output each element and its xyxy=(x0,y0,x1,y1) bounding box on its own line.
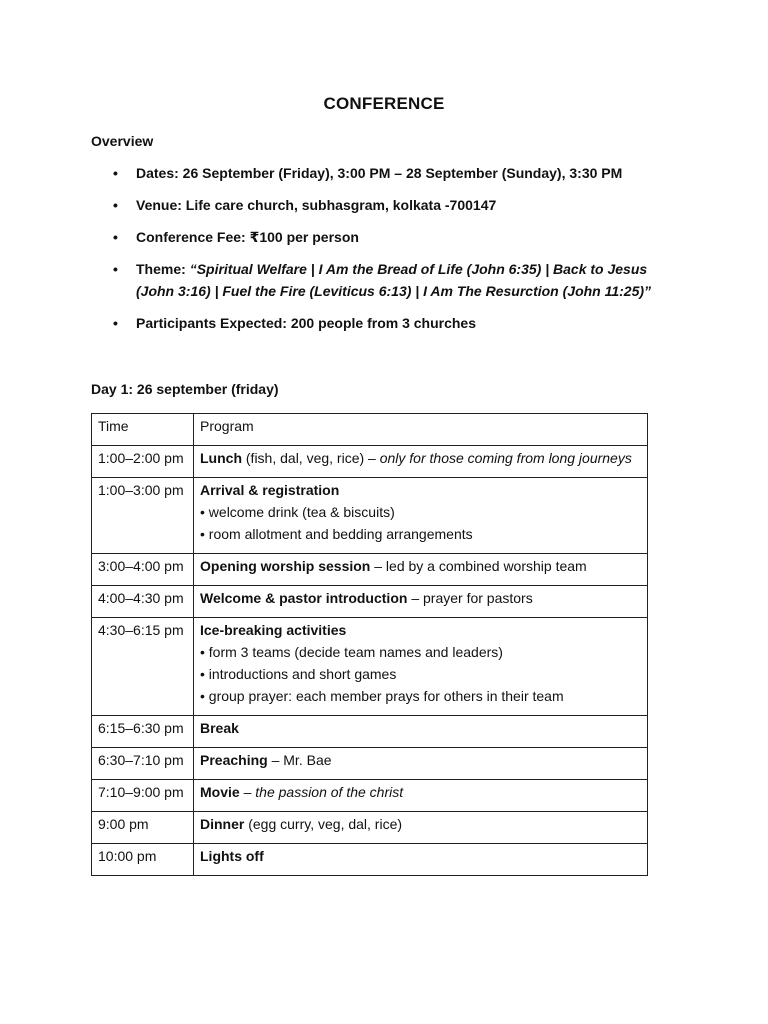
time-cell: 4:30–6:15 pm xyxy=(92,618,194,716)
program-note: (egg curry, veg, dal, rice) xyxy=(244,816,403,832)
time-cell: 7:10–9:00 pm xyxy=(92,780,194,812)
program-sub-item: • introductions and short games xyxy=(200,666,397,682)
program-cell xyxy=(194,478,648,554)
bullet-icon: • xyxy=(113,165,118,181)
program-sub-item: • group prayer: each member prays for others in their team xyxy=(200,688,564,704)
time-cell: 1:00–3:00 pm xyxy=(92,478,194,554)
table-row xyxy=(92,478,648,554)
program-note: – led by a combined worship team xyxy=(370,558,587,574)
program-title: Preaching xyxy=(200,752,268,768)
overview-heading: Overview xyxy=(91,133,154,149)
program-cell xyxy=(194,748,648,780)
program-cell xyxy=(194,586,648,618)
program-cell xyxy=(194,780,648,812)
program-cell xyxy=(194,554,648,586)
program-note: (fish, dal, veg, rice) – xyxy=(242,450,380,466)
table-row xyxy=(92,812,648,844)
list-item-participants xyxy=(112,312,672,334)
program-title: Lunch xyxy=(200,450,242,466)
time-cell: 3:00–4:00 pm xyxy=(92,554,194,586)
program-title: Ice-breaking activities xyxy=(200,622,347,638)
list-item-theme xyxy=(112,258,672,302)
schedule-table xyxy=(91,413,648,876)
table-row xyxy=(92,618,648,716)
list-item-venue xyxy=(112,194,672,216)
program-title: Arrival & registration xyxy=(200,482,340,498)
program-title: Lights off xyxy=(200,848,264,864)
theme-value: “Spiritual Welfare | I Am the Bread of Life (John 6:35) | Back to Jesus (John 3:16) | Fuel the Fire (Leviticus 6:13) | I Am The Resurction (John 11:25)” xyxy=(136,261,652,299)
program-title: Dinner xyxy=(200,816,245,832)
table-row xyxy=(92,586,648,618)
bullet-icon: • xyxy=(113,197,118,213)
program-cell xyxy=(194,618,648,716)
dates-text: Dates: 26 September (Friday), 3:00 PM – 28 September (Sunday), 3:30 PM xyxy=(136,165,623,181)
table-row xyxy=(92,554,648,586)
table-row xyxy=(92,844,648,876)
time-cell: 6:30–7:10 pm xyxy=(92,748,194,780)
time-cell: 4:00–4:30 pm xyxy=(92,586,194,618)
bullet-icon: • xyxy=(113,261,118,277)
program-sub-item: • welcome drink (tea & biscuits) xyxy=(200,504,395,520)
fee-text: Conference Fee: ₹100 per person xyxy=(136,229,359,245)
table-row xyxy=(92,716,648,748)
program-note: – Mr. Bae xyxy=(267,752,332,768)
overview-list xyxy=(112,162,672,344)
program-title: Movie xyxy=(200,784,240,800)
participants-text: Participants Expected: 200 people from 3 churches xyxy=(136,315,477,331)
time-cell: 10:00 pm xyxy=(92,844,194,876)
program-cell xyxy=(194,812,648,844)
bullet-icon: • xyxy=(113,229,118,245)
time-cell: 1:00–2:00 pm xyxy=(92,446,194,478)
program-cell xyxy=(194,446,648,478)
day-heading: Day 1: 26 september (friday) xyxy=(91,381,279,397)
table-row xyxy=(92,748,648,780)
table-row xyxy=(92,780,648,812)
bullet-icon: • xyxy=(113,315,118,331)
header-program: Program xyxy=(194,414,648,446)
table-header-row xyxy=(92,414,648,446)
time-cell: 6:15–6:30 pm xyxy=(92,716,194,748)
schedule-body xyxy=(92,414,648,876)
program-title: Welcome & pastor introduction xyxy=(200,590,408,606)
table-row xyxy=(92,446,648,478)
theme-label: Theme: xyxy=(136,261,190,277)
program-cell xyxy=(194,844,648,876)
page-title: CONFERENCE xyxy=(323,94,445,113)
header-time: Time xyxy=(92,414,194,446)
program-title: Opening worship session xyxy=(200,558,371,574)
program-note: – xyxy=(239,784,256,800)
program-sub-item: • form 3 teams (decide team names and leaders) xyxy=(200,644,503,660)
list-item-dates xyxy=(112,162,672,184)
venue-text: Venue: Life care church, subhasgram, kolkata -700147 xyxy=(136,197,497,213)
time-cell: 9:00 pm xyxy=(92,812,194,844)
list-item-fee xyxy=(112,226,672,248)
program-italic-note: the passion of the christ xyxy=(255,784,404,800)
program-sub-item: • room allotment and bedding arrangements xyxy=(200,526,473,542)
program-italic-note: only for those coming from long journeys xyxy=(379,450,632,466)
program-title: Break xyxy=(200,720,239,736)
program-cell xyxy=(194,716,648,748)
program-note: – prayer for pastors xyxy=(407,590,533,606)
